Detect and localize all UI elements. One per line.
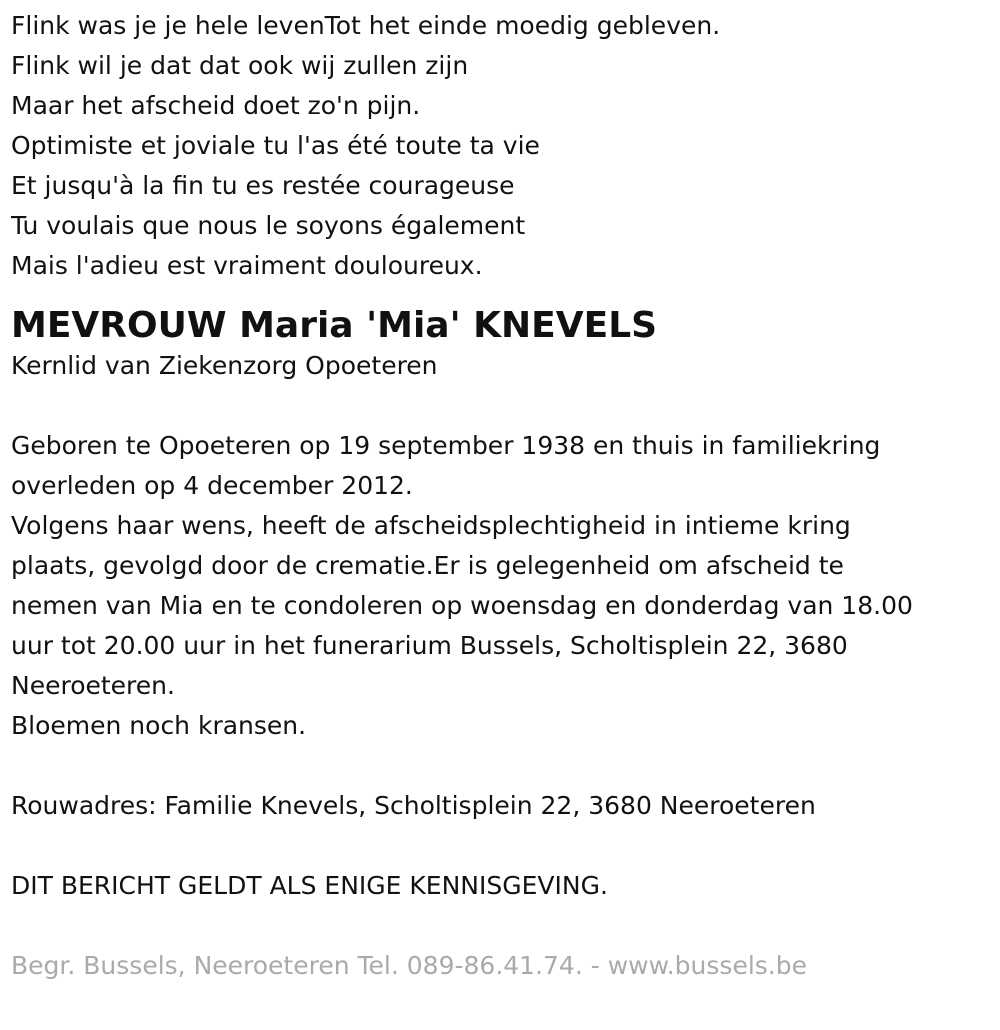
poem-line: Optimiste et joviale tu l'as été toute ta vie xyxy=(11,131,540,160)
deceased-role: Kernlid van Ziekenzorg Opoeteren xyxy=(11,351,438,380)
death-notice xyxy=(11,6,991,986)
body-line: overleden op 4 december 2012. xyxy=(11,471,413,500)
funeral-home-footer: Begr. Bussels, Neeroeteren Tel. 089-86.41.74. - www.bussels.be xyxy=(11,951,807,980)
body-line: Bloemen noch kransen. xyxy=(11,711,307,740)
body-line: Volgens haar wens, heeft de afscheidsplechtigheid in intieme kring xyxy=(11,511,851,540)
poem-line: Et jusqu'à la fin tu es restée courageuse xyxy=(11,171,515,200)
notice-statement: DIT BERICHT GELDT ALS ENIGE KENNISGEVING. xyxy=(11,871,608,900)
poem-line: Mais l'adieu est vraiment douloureux. xyxy=(11,251,483,280)
poem xyxy=(11,6,991,286)
body-line: Geboren te Opoeteren op 19 september 1938 en thuis in familiekring xyxy=(11,431,881,460)
deceased-name: MEVROUW Maria 'Mia' KNEVELS xyxy=(11,305,658,346)
body-line: nemen van Mia en te condoleren op woensdag en donderdag van 18.00 xyxy=(11,591,913,620)
poem-line: Flink was je je hele levenTot het einde moedig gebleven. xyxy=(11,11,721,40)
poem-line: Flink wil je dat dat ook wij zullen zijn xyxy=(11,51,469,80)
poem-line: Maar het afscheid doet zo'n pijn. xyxy=(11,91,421,120)
body-line: uur tot 20.00 uur in het funerarium Bussels, Scholtisplein 22, 3680 xyxy=(11,631,848,660)
body-line: Neeroeteren. xyxy=(11,671,175,700)
poem-line: Tu voulais que nous le soyons également xyxy=(11,211,526,240)
notice-body xyxy=(11,426,991,746)
body-line: plaats, gevolgd door de crematie.Er is gelegenheid om afscheid te xyxy=(11,551,844,580)
mourning-address: Rouwadres: Familie Knevels, Scholtisplein 22, 3680 Neeroeteren xyxy=(11,791,816,820)
